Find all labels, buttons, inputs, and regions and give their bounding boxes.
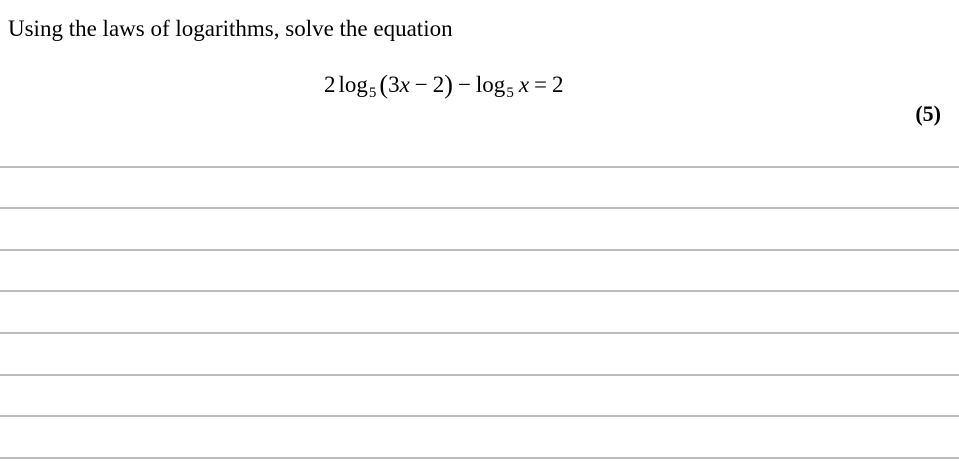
marks-label: (5): [915, 101, 941, 126]
right-hand-side: 2: [552, 72, 564, 97]
answer-line[interactable]: [0, 415, 959, 417]
minus-sign: −: [457, 72, 471, 97]
open-paren: (: [379, 70, 389, 99]
argument-variable: x: [399, 72, 410, 97]
answer-line[interactable]: [0, 207, 959, 209]
close-paren: ): [444, 70, 453, 99]
inner-minus-sign: −: [414, 72, 428, 97]
answer-line[interactable]: [0, 374, 959, 376]
question-text: Using the laws of logarithms, solve the equation: [8, 16, 453, 41]
equation-coefficient: 2: [324, 72, 336, 97]
argument-constant: 2: [432, 72, 445, 97]
answer-line[interactable]: [0, 166, 959, 168]
log-base-2: 5: [506, 85, 514, 101]
equation: [324, 66, 564, 106]
log-function-1: log: [338, 72, 368, 97]
argument-coefficient: 3: [388, 72, 400, 97]
log-function-2: log: [475, 72, 506, 97]
answer-line[interactable]: [0, 249, 959, 251]
answer-line[interactable]: [0, 332, 959, 334]
answer-line[interactable]: [0, 290, 959, 292]
answer-line[interactable]: [0, 457, 959, 459]
equals-sign: =: [534, 72, 548, 97]
log-base-1: 5: [368, 85, 377, 101]
second-argument-variable: x: [518, 72, 530, 97]
